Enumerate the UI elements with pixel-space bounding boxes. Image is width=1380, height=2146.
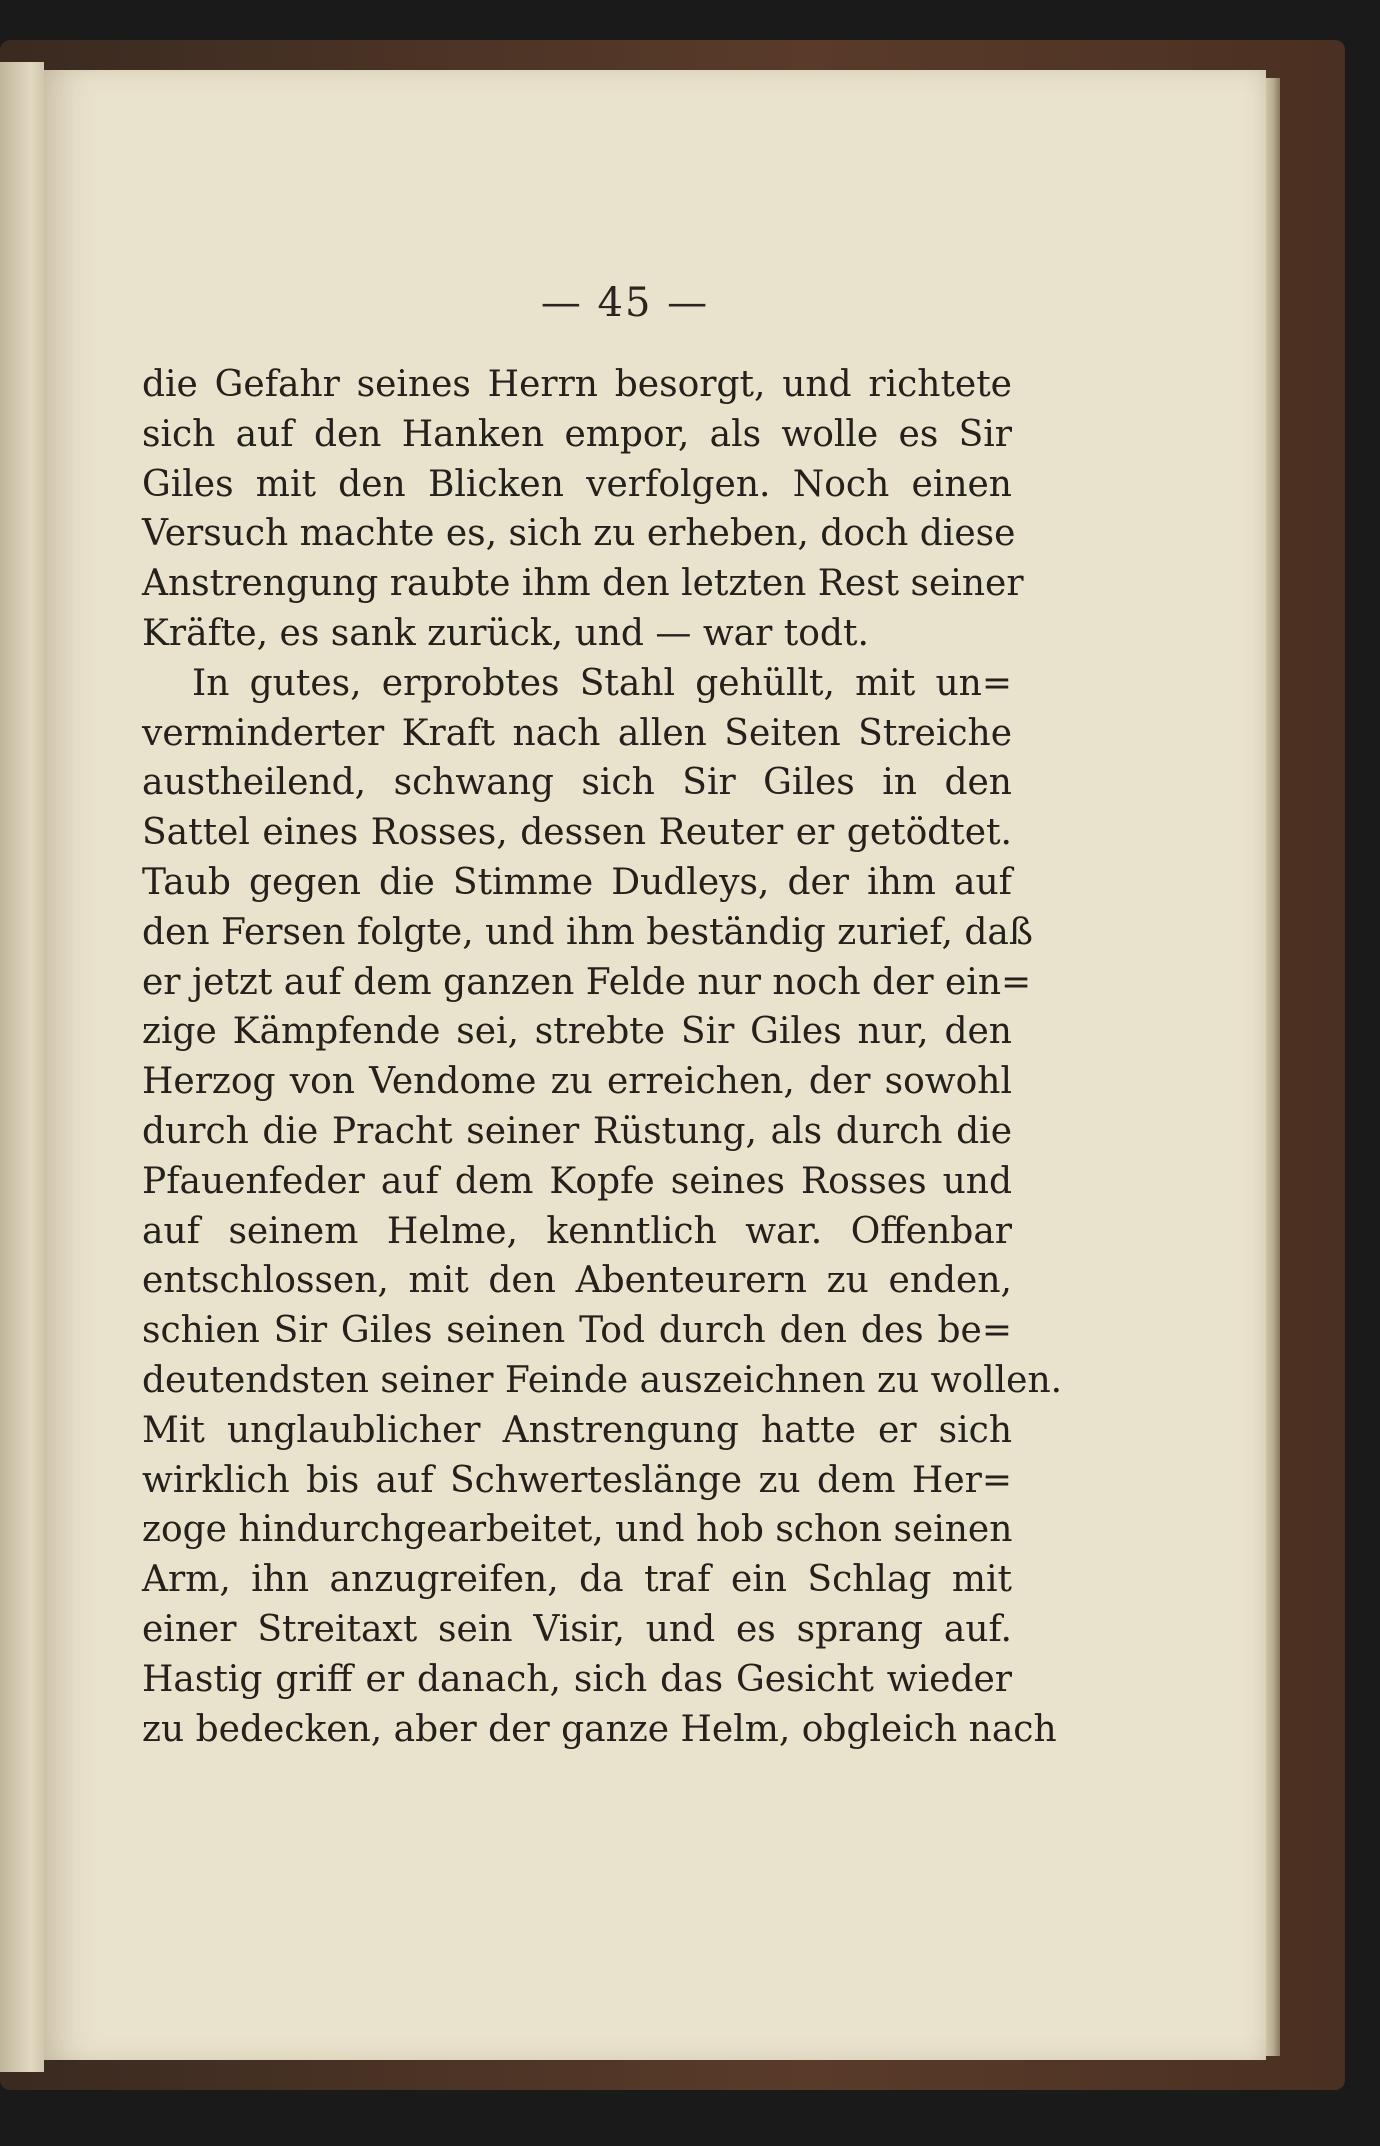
text-line: Giles mit den Blicken verfolgen. Noch einen (142, 463, 1012, 505)
text-line: austheilend, schwang sich Sir Giles in den (142, 762, 1012, 804)
text-line: die Gefahr seines Herrn besorgt, und richtete (142, 364, 1012, 405)
text-line: deutendsten seiner Feinde auszeichnen zu wollen. (142, 1359, 1063, 1401)
text-line: Hastig griff er danach, sich das Gesicht wieder (142, 1658, 1012, 1700)
text-line: Taub gegen die Stimme Dudleys, der ihm auf (142, 861, 1012, 903)
text-line: einer Streitaxt sein Visir, und es sprang auf. (142, 1608, 1012, 1650)
text-line: durch die Pracht seiner Rüstung, als durch die (142, 1110, 1012, 1152)
text-line: schien Sir Giles seinen Tod durch den des be= (142, 1310, 1012, 1352)
text-line: zoge hindurchgearbeitet, und hob schon seinen (142, 1509, 1013, 1551)
page-number: — 45 — (540, 280, 710, 326)
text-line: Kräfte, es sank zurück, und — war todt. (142, 612, 869, 654)
text-line: er jetzt auf dem ganzen Felde nur noch der ein= (142, 961, 1032, 1003)
text-line: Arm, ihn anzugreifen, da traf ein Schlag mit (142, 1559, 1012, 1601)
text-line: entschlossen, mit den Abenteurern zu enden, (142, 1260, 1012, 1302)
text-line: Versuch machte es, sich zu erheben, doch diese (142, 513, 1016, 555)
text-line: den Fersen folgte, und ihm beständig zurief, daß (142, 911, 1033, 953)
text-line: In gutes, erprobtes Stahl gehüllt, mit un= (192, 662, 1012, 704)
text-line: verminderter Kraft nach allen Seiten Streiche (142, 712, 1012, 754)
text-line: wirklich bis auf Schwerteslänge zu dem Her= (142, 1459, 1012, 1501)
page-body-text (142, 360, 1063, 1754)
text-line: sich auf den Hanken empor, als wolle es Sir (142, 413, 1012, 455)
text-line: Herzog von Vendome zu erreichen, der sowohl (142, 1061, 1012, 1103)
text-line: zu bedecken, aber der ganze Helm, obgleich nach (142, 1708, 1057, 1750)
text-line: Anstrengung raubte ihm den letzten Rest seiner (142, 563, 1024, 605)
text-line: Sattel eines Rosses, dessen Reuter er getödtet. (142, 812, 1012, 854)
text-line: zige Kämpfende sei, strebte Sir Giles nur, den (142, 1011, 1012, 1053)
text-line: Pfauenfeder auf dem Kopfe seines Rosses und (142, 1160, 1012, 1202)
facing-page-edge (0, 62, 44, 2072)
text-line: Mit unglaublicher Anstrengung hatte er sich (142, 1409, 1012, 1451)
text-line: auf seinem Helme, kenntlich war. Offenbar (142, 1210, 1012, 1252)
